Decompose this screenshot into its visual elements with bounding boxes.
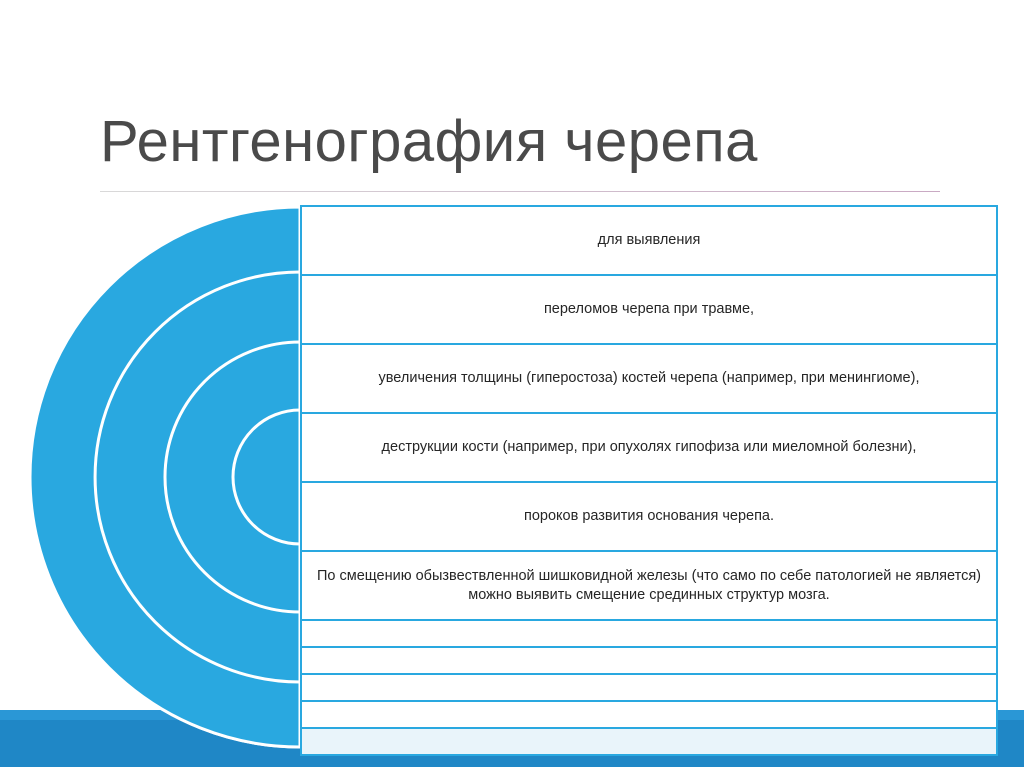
empty-row	[300, 727, 998, 756]
empty-row	[300, 619, 998, 648]
empty-row	[300, 673, 998, 702]
empty-row	[300, 646, 998, 675]
list-item: увеличения толщины (гиперостоза) костей черепа (например, при менингиоме),	[300, 343, 998, 414]
list-item: переломов черепа при травме,	[300, 274, 998, 345]
empty-row	[300, 700, 998, 729]
slide-title: Рентгенография черепа	[100, 109, 758, 174]
list-table	[300, 205, 998, 754]
list-item: пороков развития основания черепа.	[300, 481, 998, 552]
list-item: По смещению обызвествленной шишковидной железы (что само по себе патологией не является) можно выявить смещение срединных структур мозга.	[300, 550, 998, 621]
list-item: деструкции кости (например, при опухолях гипофиза или миеломной болезни),	[300, 412, 998, 483]
list-item: для выявления	[300, 205, 998, 276]
